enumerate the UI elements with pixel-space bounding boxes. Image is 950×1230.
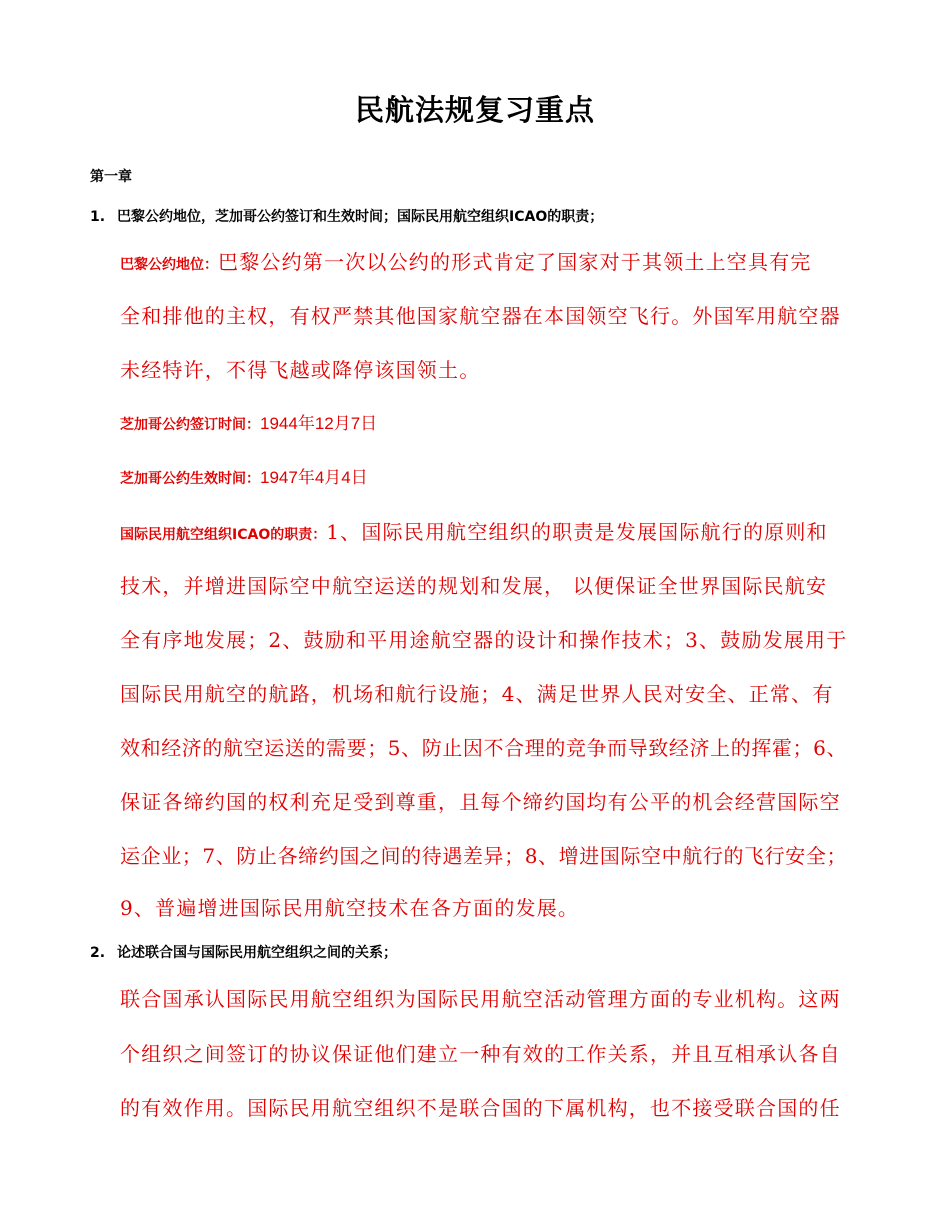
paris-status-line-2: 全和排他的主权，有权严禁其他国家航空器在本国领空飞行。外国军用航空器: [120, 304, 841, 328]
chicago-signed-label: 芝加哥公约签订时间：: [120, 417, 260, 433]
question-2: [90, 942, 397, 962]
icao-duties-line-4: 国际民用航空的航路，机场和航行设施；4、满足世界人民对安全、正常、有: [120, 682, 834, 706]
icao-duties-line-1: [120, 516, 828, 545]
un-icao-line-3: 的有效作用。国际民用航空组织不是联合国的下属机构，也不接受联合国的任: [120, 1096, 841, 1120]
chicago-effective-label: 芝加哥公约生效时间：: [120, 471, 260, 487]
icao-duties-line-2: 技术，并增进国际空中航空运送的规划和发展， 以便保证全世界国际民航安: [120, 574, 828, 598]
question-2-text: 论述联合国与国际民用航空组织之间的关系；: [117, 945, 397, 961]
document-title: 民航法规复习重点: [354, 93, 595, 127]
un-icao-line-2: 个组织之间签订的协议保证他们建立一种有效的工作关系，并且互相承认各自: [120, 1042, 841, 1066]
question-2-number: 2.: [90, 945, 106, 961]
chapter-heading: 第一章: [90, 169, 132, 185]
icao-duties-line-3: 全有序地发展；2、鼓励和平用途航空器的设计和操作技术；3、鼓励发展用于: [120, 628, 848, 652]
question-1: [90, 206, 603, 226]
paris-status-line-3: 未经特许，不得飞越或降停该国领土。: [120, 358, 481, 382]
chicago-effective-line: [120, 463, 368, 488]
chicago-effective-value: 1947年4月4日: [260, 468, 368, 487]
chicago-signed-line: [120, 409, 377, 434]
icao-duties-line-5: 效和经济的航空运送的需要；5、防止因不合理的竞争而导致经济上的挥霍；6、: [120, 736, 848, 760]
un-icao-line-1: 联合国承认国际民用航空组织为国际民用航空活动管理方面的专业机构。这两: [120, 987, 841, 1011]
paris-status-line-1: [120, 246, 812, 275]
icao-duties-line-7: 运企业；7、防止各缔约国之间的待遇差异；8、增进国际空中航行的飞行安全；: [120, 844, 848, 868]
icao-duties-text-1: 1、国际民用航空组织的职责是发展国际航行的原则和: [326, 520, 828, 544]
icao-duties-line-8: 9、普遍增进国际民用航空技术在各方面的发展。: [120, 896, 580, 920]
question-1-text: 巴黎公约地位，芝加哥公约签订和生效时间；国际民用航空组织ICAO的职责；: [117, 209, 604, 225]
paris-status-label: 巴黎公约地位：: [120, 257, 218, 273]
icao-duties-line-6: 保证各缔约国的权利充足受到尊重，且每个缔约国均有公平的机会经营国际空: [120, 790, 841, 814]
chicago-signed-value: 1944年12月7日: [260, 414, 378, 433]
icao-duties-label: 国际民用航空组织ICAO的职责：: [120, 527, 327, 543]
question-1-number: 1.: [90, 209, 106, 225]
paris-status-text-1: 巴黎公约第一次以公约的形式肯定了国家对于其领土上空具有完: [218, 250, 812, 274]
